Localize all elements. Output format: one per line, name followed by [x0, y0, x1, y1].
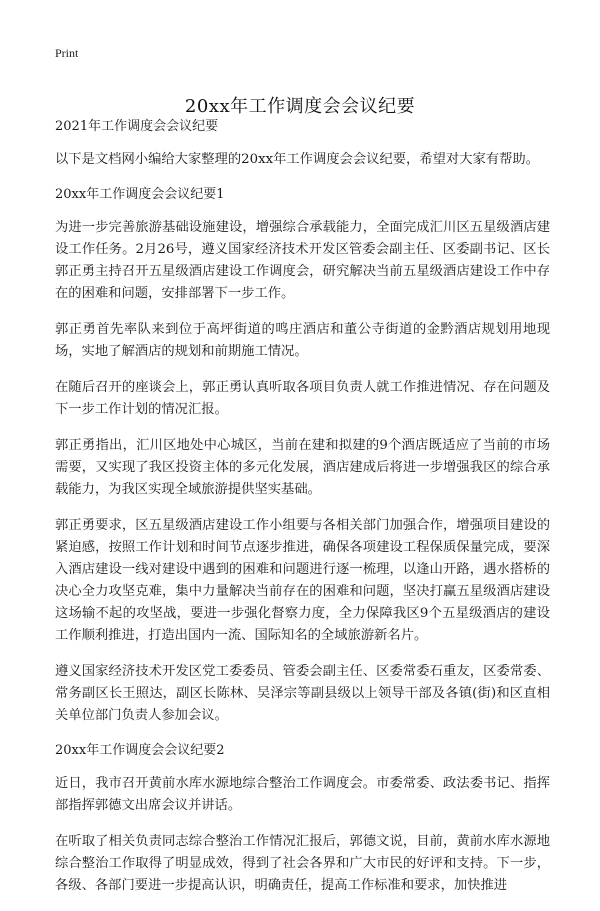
paragraph: 为进一步完善旅游基础设施建设，增强综合承载能力，全面完成汇川区五星级酒店建设工作任务。2月26号，遵义国家经济技术开发区管委会副主任、区委副书记、区长郭正勇主持召开五星级酒店建设工作调度会，研究解决当前五星级酒店建设工作中存在的困难和问题，安排部署下一步工作。: [55, 220, 550, 301]
paragraph: 以下是文档网小编给大家整理的20xx年工作调度会会议纪要，希望对大家有帮助。: [55, 152, 540, 167]
paragraph: 在随后召开的座谈会上，郭正勇认真听取各项目负责人就工作推进情况、存在问题及下一步工作计划的情况汇报。: [55, 380, 550, 417]
document-body: [55, 117, 550, 911]
print-link[interactable]: Print: [55, 46, 79, 60]
paragraph: 郭正勇要求，区五星级酒店建设工作小组要与各相关部门加强合作，增强项目建设的紧迫感，按照工作计划和时间节点逐步推进，确保各项建设工程保质保量完成，要深入酒店建设一线对建设中遇到的困难和问题进行逐一梳理，以逢山开路，遇水搭桥的决心全力攻坚克难，集中力量解决当前存在的困难和问题，坚决打赢五星级酒店建设这场输不起的攻坚战，要进一步强化督察力度，全力保障我区9个五星级酒店的建设工作顺利推进，打造出国内一流、国际知名的全域旅游新名片。: [55, 518, 550, 643]
page-title: 20xx年工作调度会会议纪要: [184, 96, 416, 118]
section-heading: 2021年工作调度会会议纪要: [55, 119, 219, 134]
paragraph: 近日，我市召开黄前水库水源地综合整治工作调度会。市委常委、政法委书记、指挥部指挥郭德文出席会议并讲话。: [55, 776, 550, 813]
section-heading: 20xx年工作调度会会议纪要2: [55, 743, 225, 758]
paragraph: 在听取了相关负责同志综合整治工作情况汇报后，郭德文说，目前，黄前水库水源地综合整治工作取得了明显成效，得到了社会各界和广大市民的好评和支持。下一步，各级、各部门要进一步提高认识，明确责任，提高工作标准和要求，加快推进: [55, 834, 550, 893]
paragraph: 郭正勇指出，汇川区地处中心城区，当前在建和拟建的9个酒店既适应了当前的市场需要，又实现了我区投资主体的多元化发展，酒店建成后将进一步增强我区的综合承载能力，为我区实现全域旅游提供坚实基础。: [55, 438, 550, 497]
paragraph: 郭正勇首先率队来到位于高坪街道的鸣庄酒店和董公寺街道的金黔酒店规划用地现场，实地了解酒店的规划和前期施工情况。: [55, 322, 550, 359]
paragraph: 遵义国家经济技术开发区党工委委员、管委会副主任、区委常委石重友，区委常委、常务副区长王照达，副区长陈林、吴泽宗等副县级以上领导干部及各镇(街)和区直相关单位部门负责人参加会议。: [55, 664, 550, 723]
section-heading: 20xx年工作调度会会议纪要1: [55, 187, 225, 202]
